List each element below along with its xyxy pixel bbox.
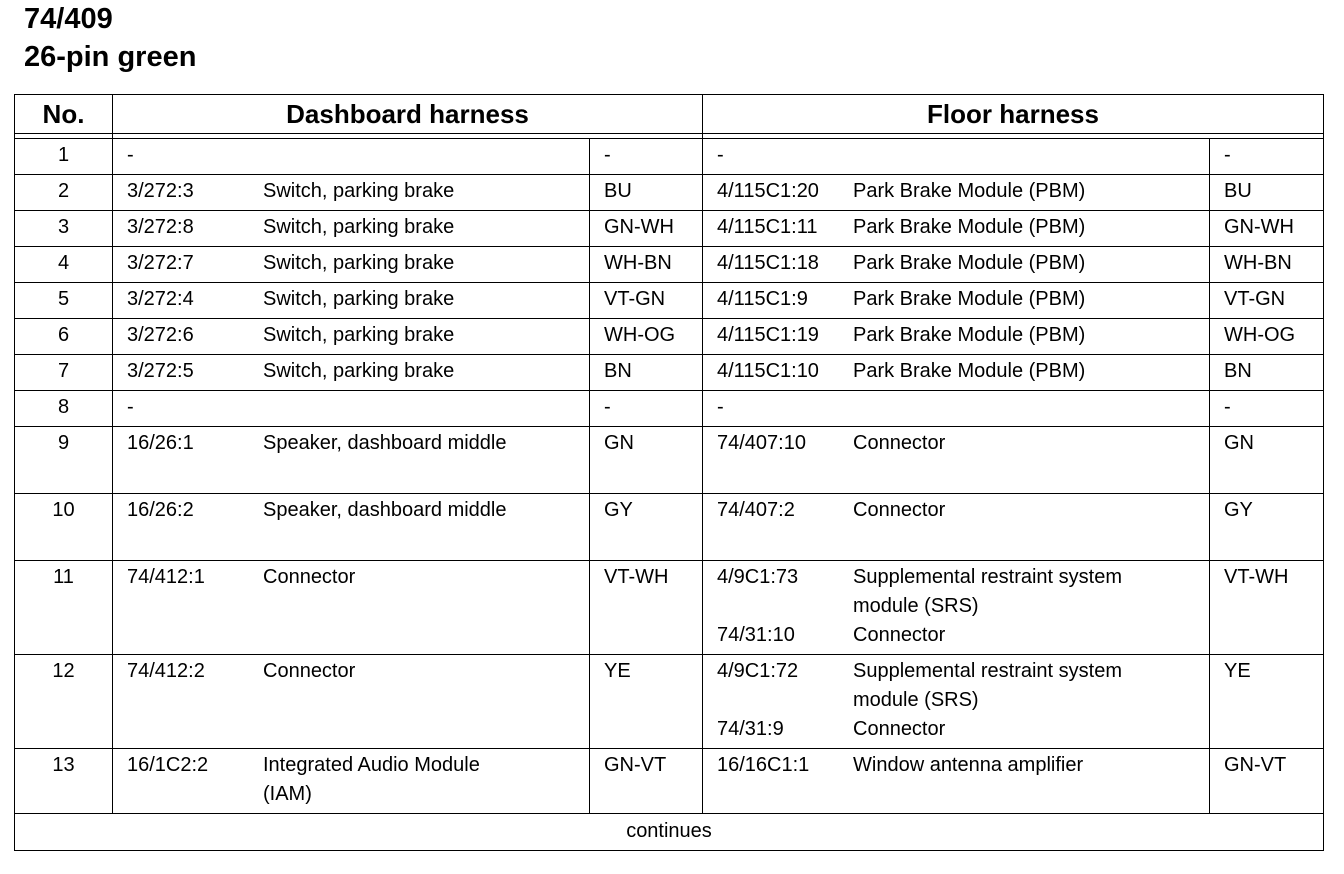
pin-code: 4/9C1:72: [717, 660, 799, 682]
pin-entry: [127, 177, 589, 206]
pin-entry: [127, 563, 589, 592]
pin-entry: [717, 177, 1209, 206]
dashboard-wire-color: -: [590, 139, 703, 175]
dashboard-wire-color: BU: [590, 175, 703, 211]
component-description: Park Brake Module (PBM): [853, 252, 1086, 274]
pin-entry: [717, 751, 1209, 780]
pin-code: 4/115C1:10: [717, 360, 819, 382]
floor-wire-color: WH-OG: [1210, 319, 1324, 355]
pin-code: -: [717, 144, 724, 166]
pin-number: 10: [15, 494, 113, 561]
pin-entry: [127, 285, 589, 314]
component-description: Park Brake Module (PBM): [853, 324, 1086, 346]
dashboard-harness-cell: [113, 211, 590, 247]
dashboard-harness-cell: [113, 247, 590, 283]
pin-entry: [127, 321, 589, 350]
floor-wire-color: YE: [1210, 655, 1324, 749]
dashboard-wire-color: YE: [590, 655, 703, 749]
pin-code: 3/272:7: [127, 252, 194, 274]
dashboard-harness-cell: [113, 749, 590, 814]
pin-entry: [717, 321, 1209, 350]
pin-entry: [127, 393, 589, 422]
component-description: Switch, parking brake: [263, 288, 455, 310]
floor-harness-cell: [703, 355, 1210, 391]
pin-entry: [127, 213, 589, 242]
table-row: [15, 391, 1324, 427]
floor-harness-cell: [703, 139, 1210, 175]
pin-number: 4: [15, 247, 113, 283]
component-description: Park Brake Module (PBM): [853, 360, 1086, 382]
dashboard-harness-cell: [113, 175, 590, 211]
component-description: Integrated Audio Module (IAM): [263, 754, 480, 805]
pin-code: 16/16C1:1: [717, 754, 810, 776]
pin-code: 74/412:1: [127, 566, 205, 588]
floor-wire-color: -: [1210, 139, 1324, 175]
component-description: Park Brake Module (PBM): [853, 288, 1086, 310]
component-description: Switch, parking brake: [263, 180, 455, 202]
pin-entry: [127, 496, 589, 525]
dashboard-wire-color: GN: [590, 427, 703, 494]
table-row: [15, 561, 1324, 655]
pin-code: -: [717, 396, 724, 418]
pin-entry: [717, 496, 1209, 525]
header-floor-harness: Floor harness: [703, 95, 1324, 134]
floor-harness-cell: [703, 391, 1210, 427]
component-description: Park Brake Module (PBM): [853, 180, 1086, 202]
pin-code: 4/115C1:9: [717, 288, 808, 310]
dashboard-harness-cell: [113, 494, 590, 561]
continues-note: continues: [15, 814, 1324, 851]
pinout-rows: [15, 139, 1324, 814]
pin-code: 4/115C1:19: [717, 324, 819, 346]
component-description: Connector: [853, 499, 946, 521]
pin-entry: [717, 213, 1209, 242]
connector-id-title: 74/409: [24, 3, 113, 35]
pin-code: -: [127, 144, 134, 166]
pin-code: 16/26:1: [127, 432, 194, 454]
dashboard-wire-color: VT-WH: [590, 561, 703, 655]
dashboard-harness-cell: [113, 655, 590, 749]
pin-entry: [717, 563, 1209, 621]
component-description: Connector: [853, 432, 946, 454]
connector-description-title: 26-pin green: [24, 41, 197, 73]
pin-code: 74/407:2: [717, 499, 795, 521]
component-description: Speaker, dashboard middle: [263, 432, 507, 454]
pin-number: 8: [15, 391, 113, 427]
dashboard-wire-color: GN-WH: [590, 211, 703, 247]
pin-code: 3/272:5: [127, 360, 194, 382]
table-row: [15, 175, 1324, 211]
pin-entry: [127, 249, 589, 278]
floor-wire-color: VT-GN: [1210, 283, 1324, 319]
table-row: [15, 494, 1324, 561]
header-row: [15, 95, 1324, 134]
pin-number: 2: [15, 175, 113, 211]
pinout-table: [14, 94, 1324, 851]
component-description: Connector: [853, 624, 946, 646]
pin-number: 1: [15, 139, 113, 175]
table-row: [15, 749, 1324, 814]
floor-wire-color: GN-WH: [1210, 211, 1324, 247]
pin-number: 11: [15, 561, 113, 655]
pin-code: 4/115C1:20: [717, 180, 819, 202]
table-row: [15, 247, 1324, 283]
pin-number: 5: [15, 283, 113, 319]
pin-entry: [127, 141, 589, 170]
component-description: Connector: [853, 718, 946, 740]
floor-harness-cell: [703, 655, 1210, 749]
pin-code: 4/9C1:73: [717, 566, 799, 588]
pin-entry: [127, 657, 589, 686]
table-row: [15, 427, 1324, 494]
pin-code: 74/412:2: [127, 660, 205, 682]
dashboard-harness-cell: [113, 319, 590, 355]
floor-harness-cell: [703, 561, 1210, 655]
pin-code: 4/115C1:18: [717, 252, 819, 274]
header-no: No.: [15, 95, 113, 134]
dashboard-wire-color: GN-VT: [590, 749, 703, 814]
floor-wire-color: BU: [1210, 175, 1324, 211]
pin-entry: [127, 429, 589, 458]
pin-entry: [717, 141, 1209, 170]
pin-code: 74/31:9: [717, 718, 784, 740]
pin-code: 3/272:8: [127, 216, 194, 238]
component-description: Switch, parking brake: [263, 252, 455, 274]
dashboard-harness-cell: [113, 355, 590, 391]
pin-code: 16/1C2:2: [127, 754, 209, 776]
pin-number: 13: [15, 749, 113, 814]
footer-row: [15, 814, 1324, 851]
pin-entry: [717, 715, 1209, 744]
pin-code: 3/272:6: [127, 324, 194, 346]
pin-number: 7: [15, 355, 113, 391]
pin-number: 3: [15, 211, 113, 247]
pin-entry: [717, 621, 1209, 650]
dashboard-harness-cell: [113, 283, 590, 319]
pin-code: 3/272:4: [127, 288, 194, 310]
component-description: Connector: [263, 566, 356, 588]
floor-harness-cell: [703, 247, 1210, 283]
component-description: Switch, parking brake: [263, 324, 455, 346]
dashboard-wire-color: BN: [590, 355, 703, 391]
table-row: [15, 139, 1324, 175]
pin-entry: [717, 429, 1209, 458]
pin-code: 16/26:2: [127, 499, 194, 521]
floor-harness-cell: [703, 749, 1210, 814]
floor-wire-color: WH-BN: [1210, 247, 1324, 283]
floor-harness-cell: [703, 319, 1210, 355]
dashboard-wire-color: GY: [590, 494, 703, 561]
table-row: [15, 211, 1324, 247]
pin-code: -: [127, 396, 134, 418]
dashboard-harness-cell: [113, 427, 590, 494]
pin-entry: [717, 657, 1209, 715]
pin-number: 9: [15, 427, 113, 494]
floor-harness-cell: [703, 283, 1210, 319]
floor-harness-cell: [703, 427, 1210, 494]
component-description: Window antenna amplifier: [853, 754, 1084, 776]
floor-harness-cell: [703, 211, 1210, 247]
component-description: Supplemental restraint system module (SRS): [853, 660, 1123, 711]
floor-harness-cell: [703, 175, 1210, 211]
pin-entry: [127, 357, 589, 386]
dashboard-harness-cell: [113, 561, 590, 655]
floor-wire-color: -: [1210, 391, 1324, 427]
pin-entry: [717, 285, 1209, 314]
floor-wire-color: VT-WH: [1210, 561, 1324, 655]
floor-wire-color: GN-VT: [1210, 749, 1324, 814]
pin-number: 6: [15, 319, 113, 355]
dashboard-harness-cell: [113, 139, 590, 175]
component-description: Switch, parking brake: [263, 360, 455, 382]
pin-entry: [127, 751, 589, 809]
component-description: Supplemental restraint system module (SRS): [853, 566, 1123, 617]
floor-wire-color: BN: [1210, 355, 1324, 391]
pin-code: 4/115C1:11: [717, 216, 818, 238]
pin-code: 74/31:10: [717, 624, 795, 646]
table-row: [15, 283, 1324, 319]
component-description: Park Brake Module (PBM): [853, 216, 1086, 238]
component-description: Speaker, dashboard middle: [263, 499, 507, 521]
component-description: Connector: [263, 660, 356, 682]
pin-entry: [717, 357, 1209, 386]
header-dashboard-harness: Dashboard harness: [113, 95, 703, 134]
floor-wire-color: GY: [1210, 494, 1324, 561]
dashboard-wire-color: VT-GN: [590, 283, 703, 319]
table-row: [15, 655, 1324, 749]
dashboard-wire-color: -: [590, 391, 703, 427]
pin-number: 12: [15, 655, 113, 749]
floor-wire-color: GN: [1210, 427, 1324, 494]
table-row: [15, 355, 1324, 391]
table-row: [15, 319, 1324, 355]
pin-code: 74/407:10: [717, 432, 806, 454]
pin-entry: [717, 249, 1209, 278]
dashboard-harness-cell: [113, 391, 590, 427]
dashboard-wire-color: WH-BN: [590, 247, 703, 283]
floor-harness-cell: [703, 494, 1210, 561]
component-description: Switch, parking brake: [263, 216, 455, 238]
dashboard-wire-color: WH-OG: [590, 319, 703, 355]
pin-entry: [717, 393, 1209, 422]
pin-code: 3/272:3: [127, 180, 194, 202]
